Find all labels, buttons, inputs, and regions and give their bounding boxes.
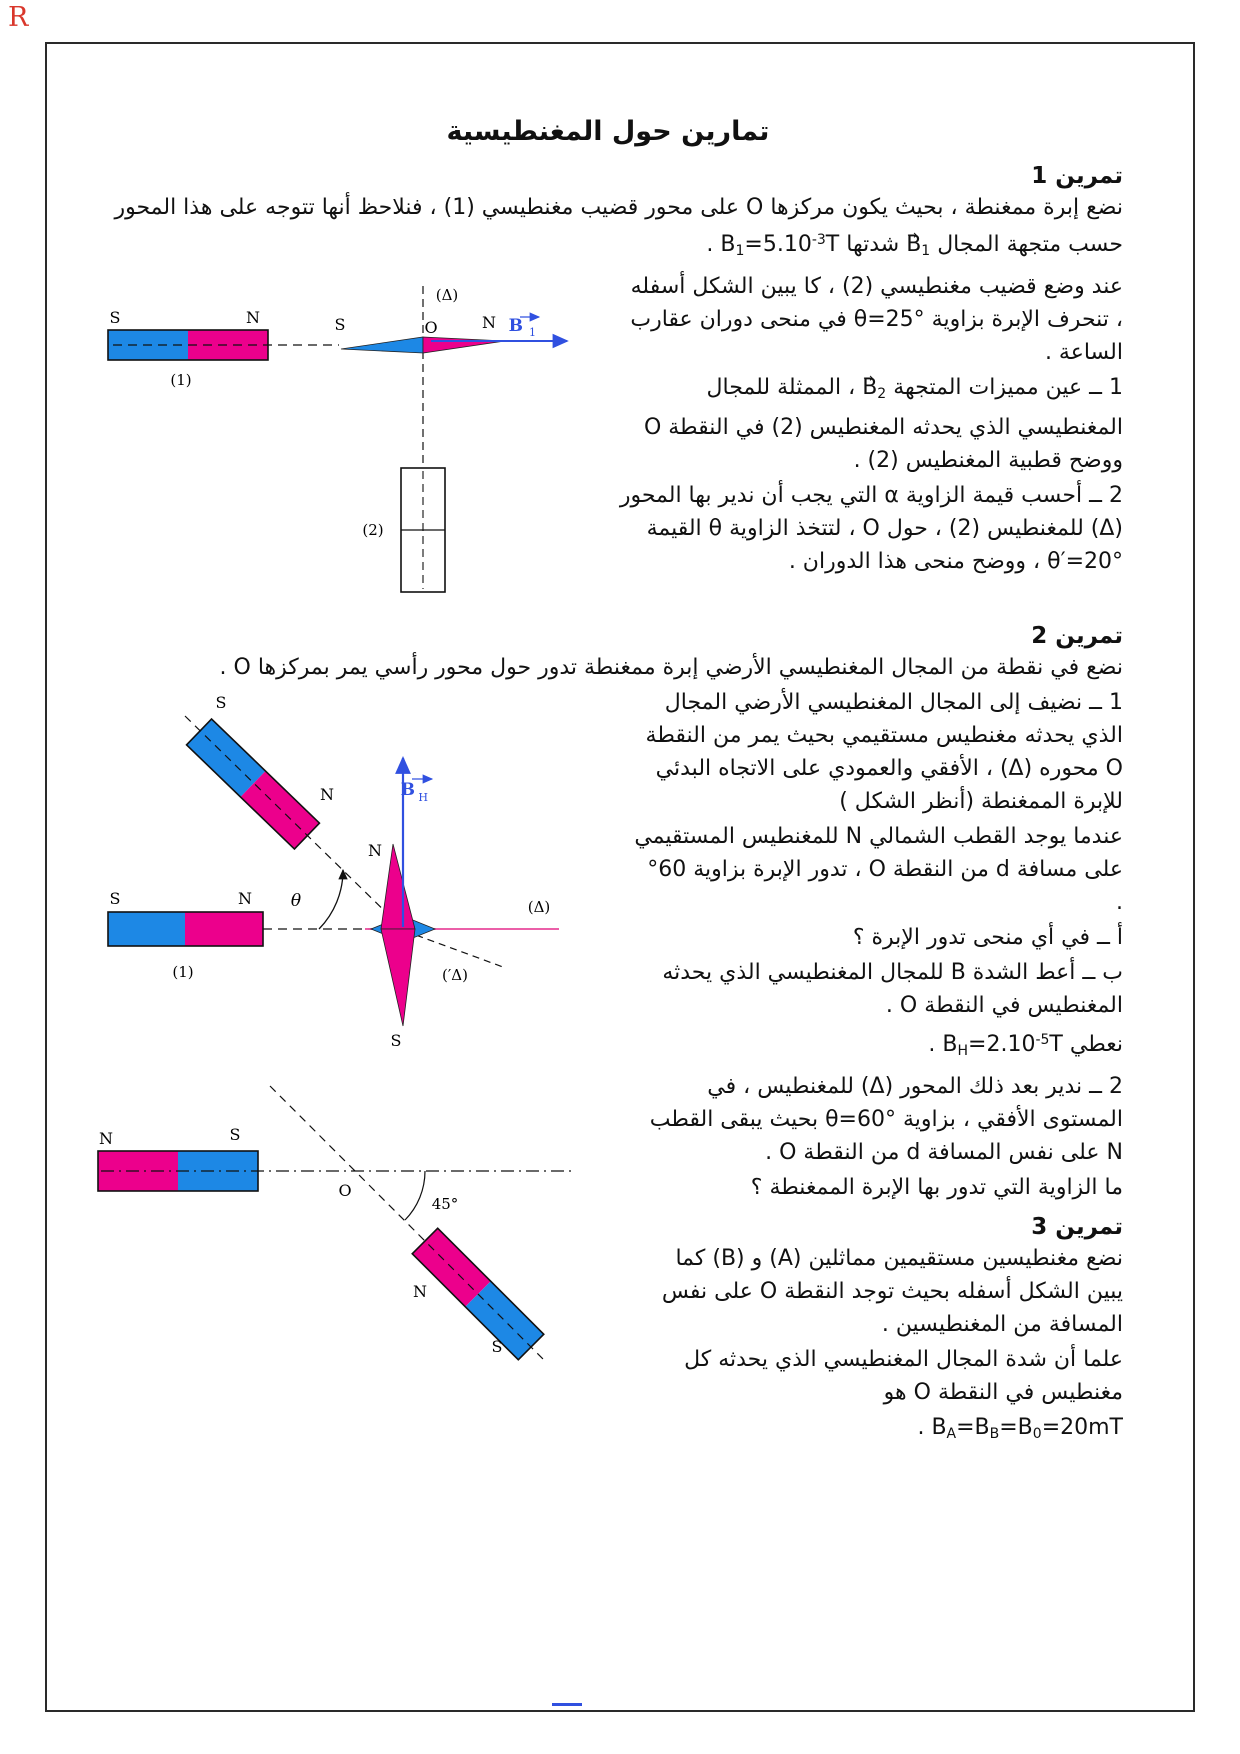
figure-2-svg [93, 694, 608, 1054]
theta-label: θ [290, 891, 302, 911]
needle-south-label: S [334, 315, 346, 334]
exercise2-heading: تمرين 2 [1031, 623, 1123, 649]
magnet-b-north-label: N [413, 1282, 427, 1301]
exercise1-paragraph: عند وضع قضيب مغنطيسي (2) ، كا يبين الشكل أسفله ، تنحرف الإبرة بزاوية θ=25° في منحى دوران عقارب الساعة . [630, 274, 1123, 365]
bh-label: B [400, 780, 415, 800]
exercise2-item-b: ب ــ أعط الشدة B للمجال المغنطيسي الذي يحدثه المغنطيس في النقطة O . [662, 960, 1123, 1018]
exercise2-item2: 2 ــ ندير بعد ذلك المحور (Δ) للمغنطيس ، في المستوى الأفقي ، بزاوية θ=60° بحيث يبقى القطب N على نفس المسافة d من النقطة O . [649, 1074, 1123, 1165]
magnet1-south-label: S [109, 308, 121, 327]
magnet1-number-label: (1) [172, 963, 194, 981]
b1-label: B [508, 316, 523, 336]
needle-north-label: N [482, 313, 496, 332]
needle-south-label: S [390, 1031, 402, 1050]
exercise1-item1: 1 ــ عين مميزات المتجهة B →2 ، الممثلة للمجال المغنطيسي الذي يحدثه المغنطيس (2) في النقطة O ووضح قطبية المغنطيس (2) . [93, 371, 1123, 477]
magnet-a-south-half [178, 1151, 258, 1191]
compass-needle [368, 841, 435, 1050]
needle-south-half [381, 929, 415, 1026]
bar-magnet-1 [108, 889, 263, 981]
exercise2-paragraph1: 1 ــ نضيف إلى المجال المغنطيسي الأرضي المجال الذي يحدثه مغنطيس مستقيمي بحيث يمر من النقطة O محوره (Δ) ، الأفقي والعمودي على الاتجاه البدئي للإبرة الممغنطة (أنظر الشكل ) [645, 690, 1123, 814]
needle-north-label: N [368, 841, 382, 860]
corner-mark: R [8, 2, 29, 33]
exercise3-heading: تمرين 3 [1031, 1214, 1123, 1240]
magnet1-south-half [108, 912, 185, 946]
magnet-a-north-label: N [99, 1129, 113, 1148]
exercise3-paragraph1: نضع مغنطيسين مستقيمين مماثلين (A) و (B) كما يبين الشكل أسفله بحيث توجد النقطة O على نفس المسافة من المغنطيسين . [661, 1246, 1123, 1337]
footer-mark [552, 1703, 582, 1706]
magnet1-number-label: (1) [170, 371, 192, 389]
exercise1-item2: 2 ــ أحسب قيمة الزاوية α التي يجب أن ندير بها المحور (Δ) للمغنطيس (2) ، حول O ، لتتخذ الزاوية θ القيمة θ′=20° ، ووضح منحى هذا الدوران . [619, 483, 1123, 574]
b1-label-subscript: 1 [529, 326, 536, 339]
needle-south-half [341, 337, 423, 353]
magnet2-number-label: (2) [362, 521, 384, 539]
magnet-b-south-label: S [491, 1337, 503, 1356]
tilted-magnet [187, 719, 320, 849]
bar-magnet-2 [362, 468, 445, 592]
magnet1-south-label: S [109, 889, 121, 908]
exercise3-paragraph2: علما أن شدة المجال المغنطيسي الذي يحدثه كل مغنطيس في النقطة O هو [684, 1347, 1123, 1405]
figure-exercise1 [93, 278, 593, 607]
delta-axis-label: (Δ) [527, 898, 551, 916]
doc-title: تمارين حول المغنطيسية [446, 116, 770, 147]
magnet1-north-label: N [246, 308, 260, 327]
figure-3-svg [93, 1078, 618, 1378]
exercise2-intro: نضع في نقطة من المجال المغنطيسي الأرضي إبرة ممغنطة تدور حول محور رأسي يمر بمركزها O . [219, 655, 1123, 680]
exercise3-field-values: BA=BB=B0=20mT . [917, 1415, 1123, 1442]
figure-1-svg [93, 278, 593, 603]
needle-north-half [381, 844, 415, 929]
figure-exercise2 [93, 694, 608, 1058]
bh-label-subscript: H [418, 791, 428, 804]
delta-axis-label: (Δ) [435, 286, 459, 304]
needle-north-half [423, 337, 505, 353]
tilted-magnet-north-label: N [320, 785, 334, 804]
tilted-magnet-south-label: S [215, 694, 227, 712]
delta-prime-label: (Δ′) [442, 966, 468, 984]
delta-prime-line [405, 931, 503, 967]
magnet1-north-label: N [238, 889, 252, 908]
exercise1-heading: تمرين 1 [1031, 163, 1123, 189]
angle-label: 45° [431, 1195, 459, 1213]
page-border [45, 42, 1195, 1712]
magnet-a-south-label: S [229, 1125, 241, 1144]
theta-angle-arc [319, 870, 343, 929]
figure-exercise3 [93, 1078, 618, 1382]
magnet1-north-half [185, 912, 263, 946]
pivot-o-label: O [424, 318, 438, 337]
bar-magnet-1 [108, 308, 339, 389]
b1-vector [431, 316, 567, 341]
exercise2-item-a: أ ــ في أي منحى تدور الإبرة ؟ [852, 925, 1123, 950]
exercise1-intro: نضع إبرة ممغنطة ، بحيث يكون مركزها O على محور قضيب مغنطيسي (1) ، فنلاحظ أنها تتوجه على هذا المحور حسب متجهة المجال B →1 شدتها $B1=5.10^{-3}T$ . [93, 191, 1123, 268]
exercise2-paragraph2: عندما يوجد القطب الشمالي N للمغنطيس المستقيمي على مسافة d من النقطة O ، تدور الإبرة بزاوية 60° . [634, 824, 1123, 915]
compass-needle [335, 313, 505, 353]
magnet-a [98, 1125, 258, 1191]
exercise2-question: ما الزاوية التي تدور بها الإبرة الممغنطة ؟ [750, 1175, 1123, 1200]
exercise2-given: نعطي $BH=2.10^{-5}T$ . [928, 1032, 1123, 1059]
angle-arc [405, 1171, 425, 1220]
point-o-label: O [338, 1181, 352, 1200]
